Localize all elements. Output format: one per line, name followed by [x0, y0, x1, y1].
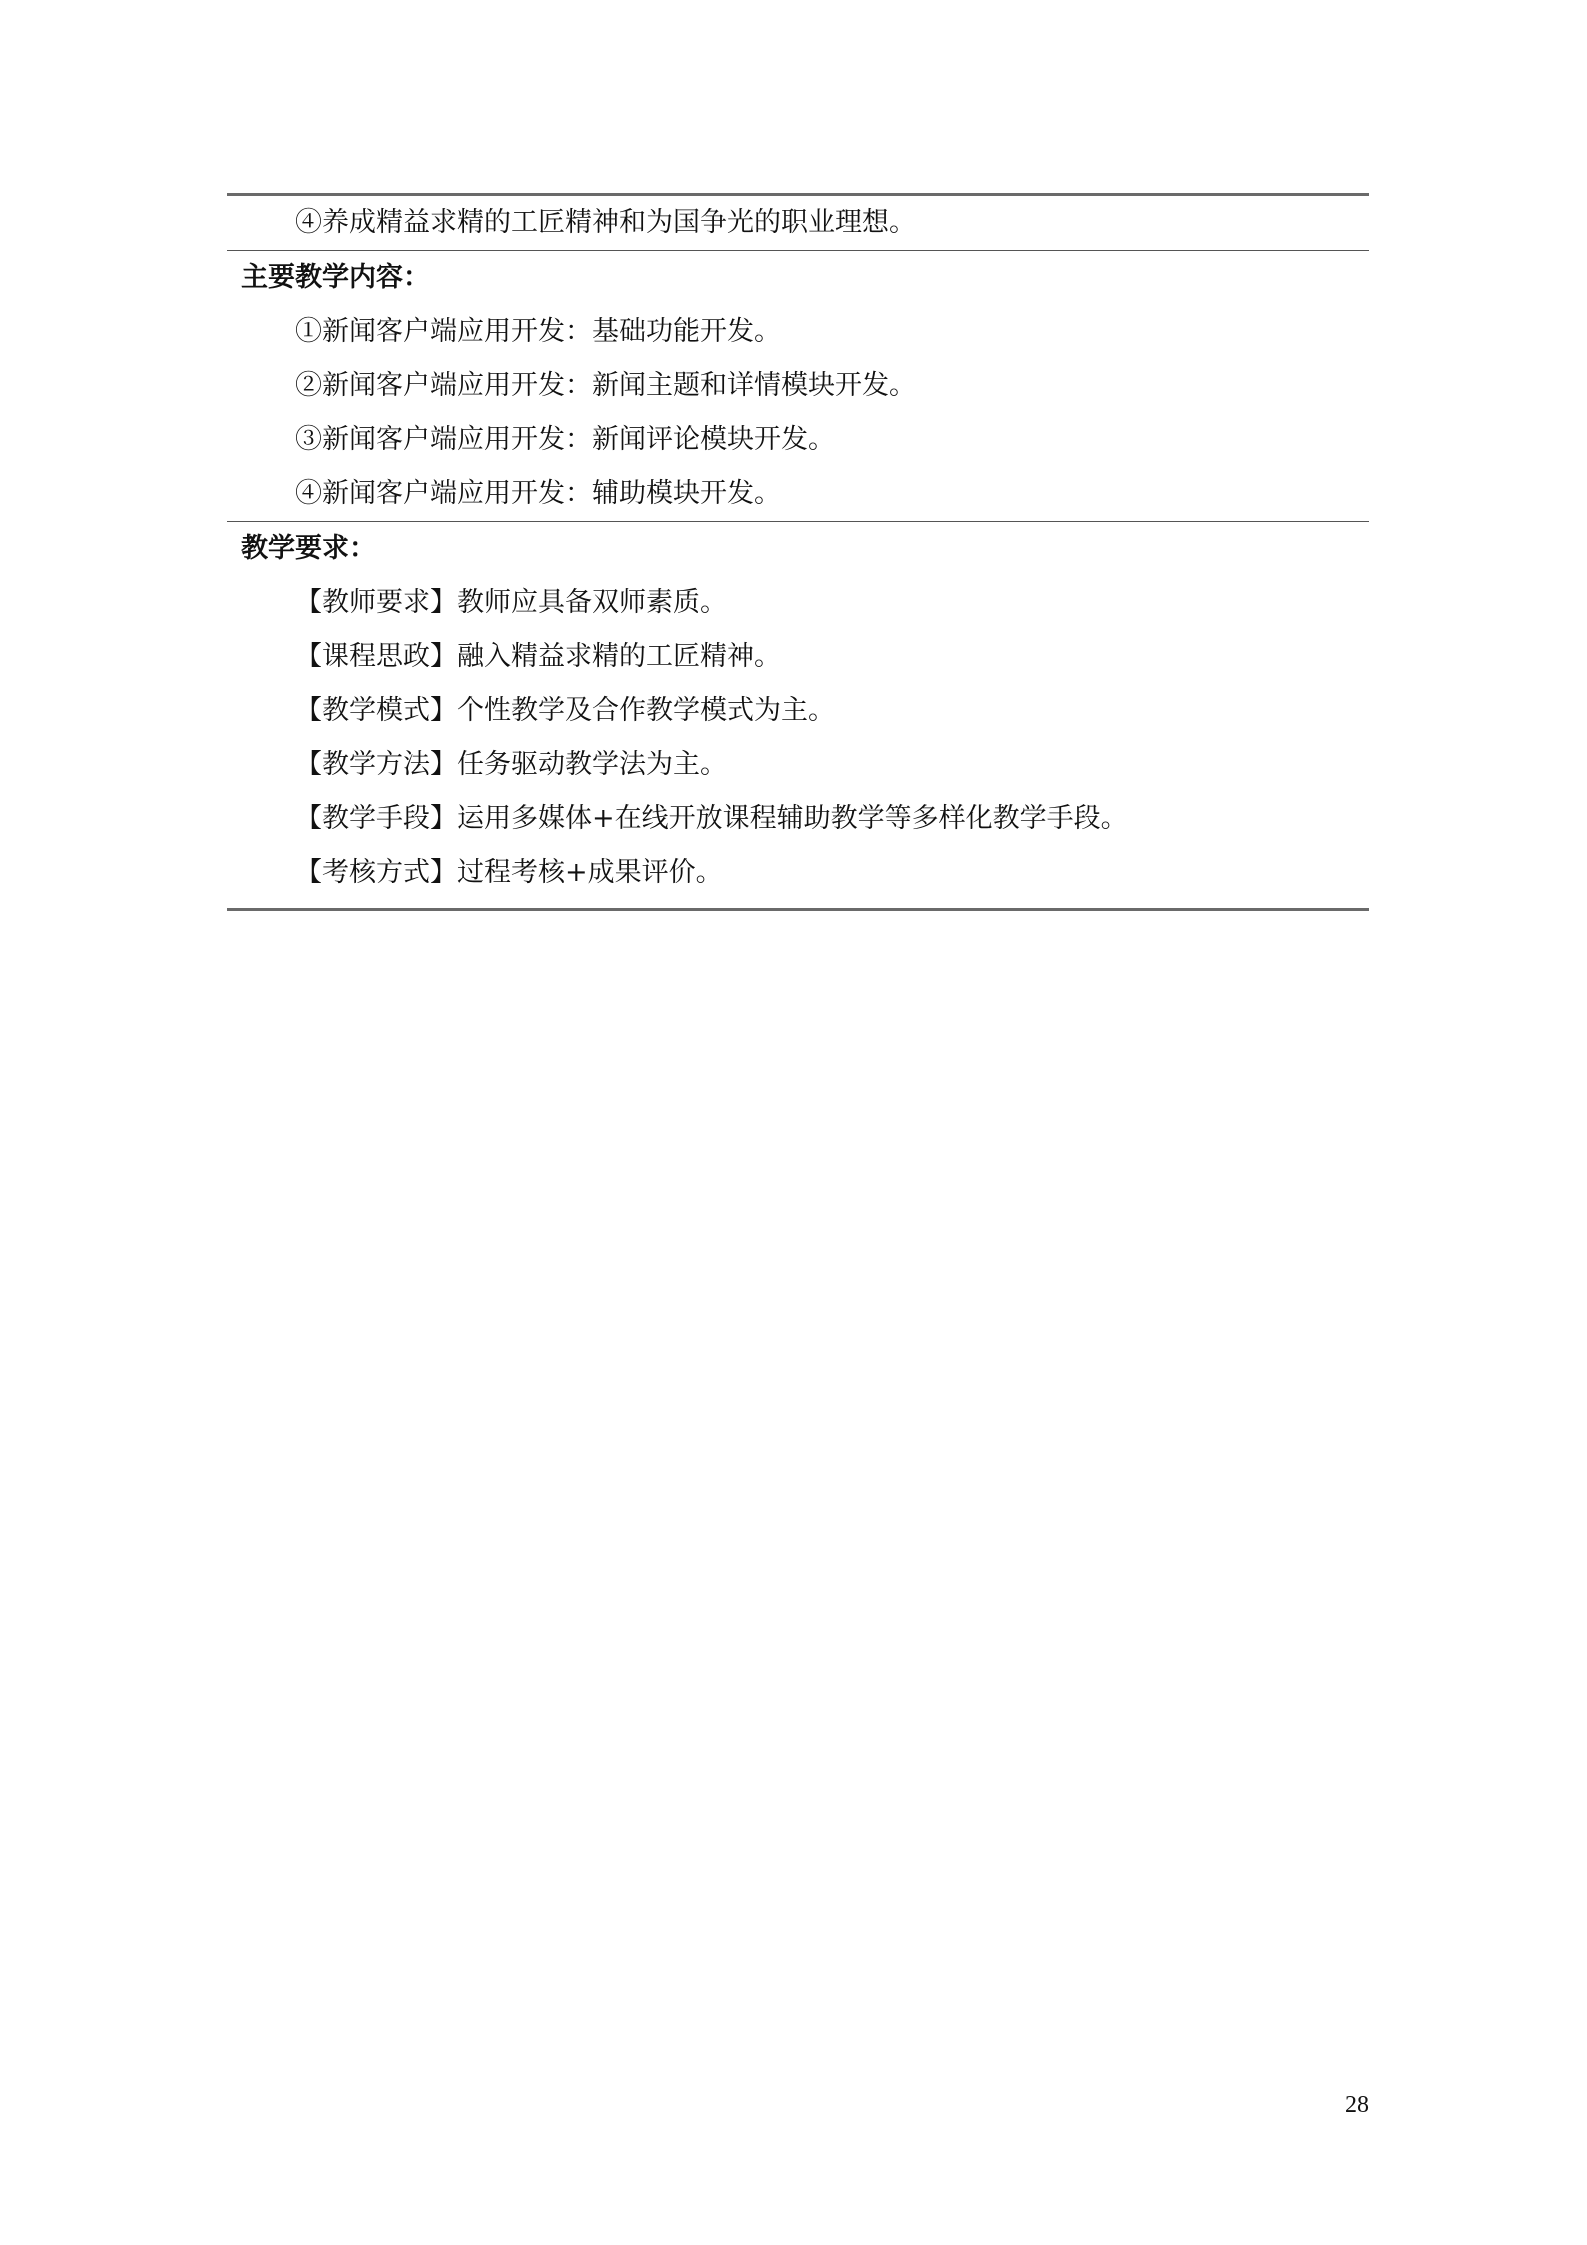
- content-item: ①新闻客户端应用开发：基础功能开发。: [295, 316, 781, 347]
- content-item: ③新闻客户端应用开发：新闻评论模块开发。: [295, 424, 835, 455]
- table-bottom-border: [227, 908, 1369, 911]
- content-item: ②新闻客户端应用开发：新闻主题和详情模块开发。: [295, 370, 916, 401]
- requirements-section: [227, 522, 1369, 900]
- main-content-heading: 主要教学内容：: [241, 262, 430, 293]
- requirement-item: 【教学手段】运用多媒体+在线开放课程辅助教学等多样化教学手段。: [295, 803, 1128, 834]
- objective-item: ④养成精益求精的工匠精神和为国争光的职业理想。: [295, 207, 916, 238]
- requirement-item: 【教师要求】教师应具备双师素质。: [295, 587, 727, 618]
- requirement-item: 【教学方法】任务驱动教学法为主。: [295, 749, 727, 780]
- course-table: [227, 193, 1369, 911]
- main-content-section: [227, 251, 1369, 521]
- requirement-item: 【考核方式】过程考核+成果评价。: [295, 857, 723, 888]
- content-item: ④新闻客户端应用开发：辅助模块开发。: [295, 478, 781, 509]
- objectives-section: [227, 196, 1369, 250]
- requirements-heading: 教学要求：: [241, 533, 376, 564]
- requirement-item: 【教学模式】个性教学及合作教学模式为主。: [295, 695, 835, 726]
- requirement-item: 【课程思政】融入精益求精的工匠精神。: [295, 641, 781, 672]
- page-number: 28: [1345, 2092, 1369, 2118]
